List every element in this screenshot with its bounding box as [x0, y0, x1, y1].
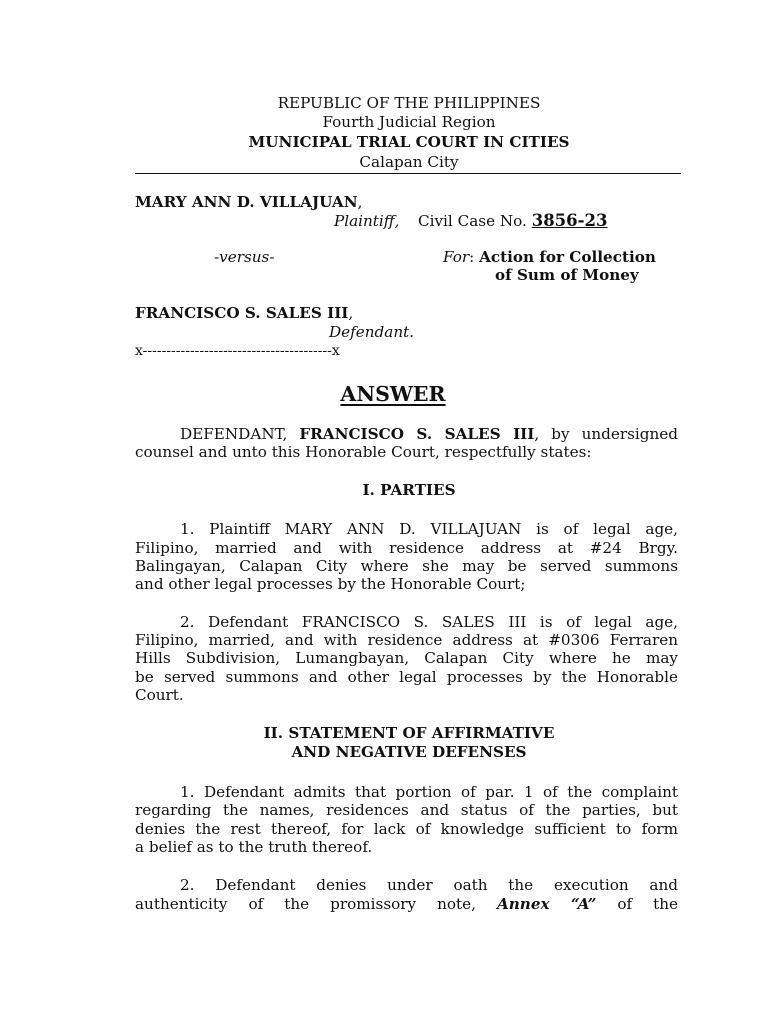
action-title-1: Action for Collection	[479, 248, 656, 266]
header-court: MUNICIPAL TRIAL COURT IN CITIES	[248, 133, 570, 151]
s2-p1-line-4: a belief as to the truth thereof.	[135, 838, 373, 856]
s1-p2-line-1: 2. Defendant FRANCISCO S. SALES III is of legal age,	[180, 613, 678, 631]
s2-p2-line-1: 2. Defendant denies under oath the execution and	[180, 876, 678, 894]
s2-p2-line-2	[135, 895, 678, 914]
s2-p2-tail: of the	[596, 895, 678, 913]
section-2-heading-2: AND NEGATIVE DEFENSES	[291, 743, 527, 761]
defendant-line	[135, 304, 353, 323]
header-city: Calapan City	[359, 153, 459, 171]
versus-text: -versus-	[214, 248, 275, 266]
section-2-heading-1: II. STATEMENT OF AFFIRMATIVE	[263, 724, 555, 742]
plaintiff-line	[135, 193, 362, 212]
intro-line-2: counsel and unto this Honorable Court, respectfully states:	[135, 443, 592, 461]
document-title: ANSWER	[340, 382, 446, 406]
s1-p1-line-1: 1. Plaintiff MARY ANN D. VILLAJUAN is of legal age,	[180, 520, 678, 538]
s2-p1-line-1: 1. Defendant admits that portion of par. 1 of the complaint	[180, 783, 678, 801]
defendant-role: Defendant.	[329, 323, 415, 341]
for-colon: :	[469, 248, 475, 266]
intro-prefix: DEFENDANT,	[180, 425, 300, 443]
s1-p2-line-4: be served summons and other legal processes by the Honorable	[135, 668, 678, 686]
header-republic: REPUBLIC OF THE PHILIPPINES	[277, 94, 541, 112]
for-label: For	[443, 248, 470, 266]
intro-line-1	[135, 425, 678, 444]
case-number-line	[418, 211, 607, 231]
caption-separator: x----------------------------------------x	[135, 343, 340, 359]
intro-defendant-name: FRANCISCO S. SALES III	[299, 425, 535, 443]
s2-p2-text: authenticity of the promissory note,	[135, 895, 497, 913]
plaintiff-name: MARY ANN D. VILLAJUAN	[135, 193, 358, 211]
defendant-comma: ,	[348, 304, 354, 322]
s1-p2-line-3: Hills Subdivision, Lumangbayan, Calapan City where he may	[135, 649, 678, 667]
s1-p2-line-5: Court.	[135, 686, 184, 704]
header-divider	[135, 173, 681, 174]
s1-p1-line-4: and other legal processes by the Honorable Court;	[135, 575, 526, 593]
s1-p1-line-2: Filipino, married and with residence address at #24 Brgy.	[135, 539, 678, 557]
case-label: Civil Case No.	[418, 212, 527, 230]
defendant-name: FRANCISCO S. SALES III	[135, 304, 349, 322]
s2-p1-line-3: denies the rest thereof, for lack of knowledge sufficient to form	[135, 820, 678, 838]
plaintiff-role: Plaintiff,	[334, 212, 400, 230]
s1-p1-line-3: Balingayan, Calapan City where she may be served summons	[135, 557, 678, 575]
action-line-1	[443, 248, 656, 267]
section-1-heading: I. PARTIES	[362, 481, 456, 499]
plaintiff-comma: ,	[357, 193, 363, 211]
case-number: 3856-23	[531, 211, 608, 230]
s2-p1-line-2: regarding the names, residences and status of the parties, but	[135, 801, 678, 819]
intro-suffix: , by undersigned	[534, 425, 678, 443]
s1-p2-line-2: Filipino, married, and with residence address at #0306 Ferraren	[135, 631, 678, 649]
header-region: Fourth Judicial Region	[322, 113, 496, 131]
action-title-2: of Sum of Money	[495, 266, 639, 284]
annex-reference: Annex “A”	[496, 895, 597, 913]
